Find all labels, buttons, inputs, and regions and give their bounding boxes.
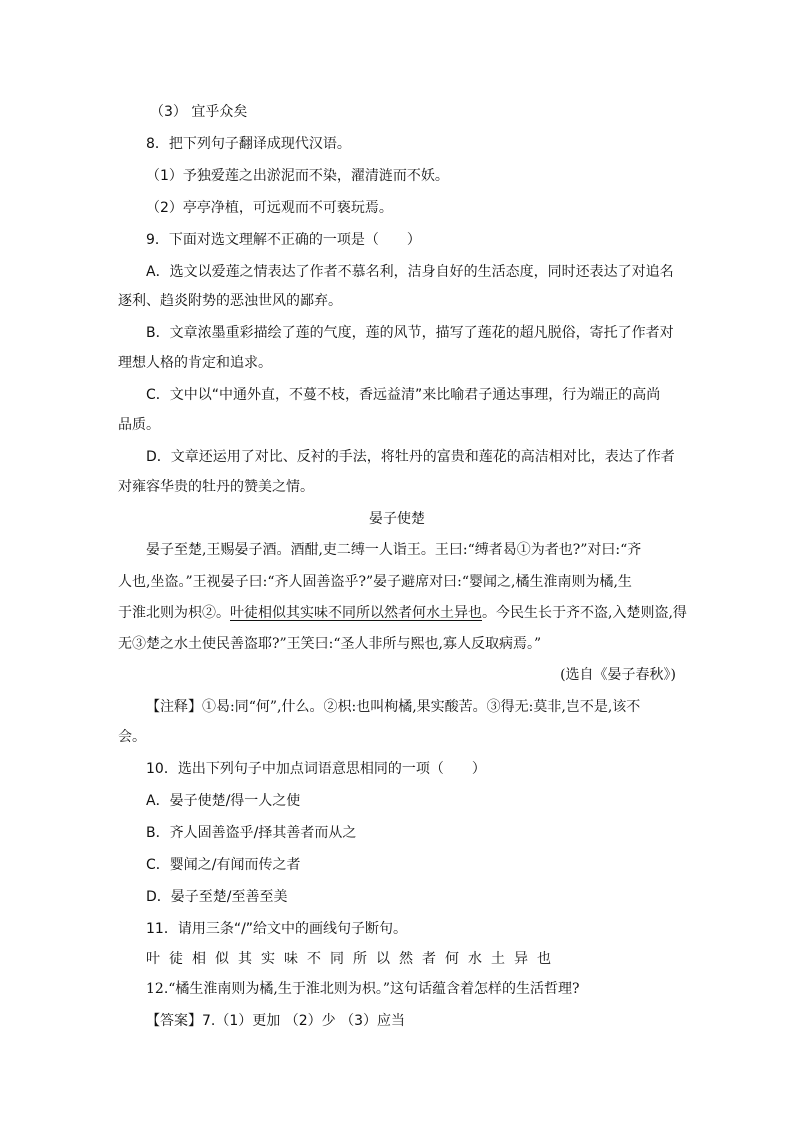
option-d-line-2: 对雍容华贵的牡丹的赞美之情。 — [118, 479, 314, 495]
passage-title: 晏子使楚 — [369, 511, 425, 527]
passage-text: 于淮北则为枳②。 — [118, 605, 230, 621]
question-11: 11．请用三条“/”给文中的画线句子断句。 — [146, 921, 408, 937]
option-a-line-2: 逐利、趋炎附势的恶浊世风的鄙弃。 — [118, 293, 342, 309]
option-b-line-1: B．文章浓墨重彩描绘了莲的气度，莲的风节，描写了莲花的超凡脱俗，寄托了作者对 — [146, 325, 674, 341]
option-c-line-1: C．文中以“中通外直，不蔓不枝，香远益清”来比喻君子通达事理，行为端正的高尚 — [146, 387, 661, 403]
passage-line-2: 人也,坐盗。”王视晏子曰:“齐人固善盗乎?”晏子避席对曰:“婴闻之,橘生淮南则为橘,生 — [118, 574, 632, 590]
underlined-sentence: 叶徒相似其实味不同所以然者何水土异也 — [230, 605, 482, 621]
question-10-option-c: C．婴闻之/有闻而传之者 — [146, 857, 301, 873]
question-8: 8．把下列句子翻译成现代汉语。 — [146, 136, 351, 152]
question-12: 12.“橘生淮南则为橘,生于淮北则为枳。”这句话蕴含着怎样的生活哲理? — [146, 981, 580, 997]
option-d-line-1: D．文章还运用了对比、反衬的手法，将牡丹的富贵和莲花的高洁相对比，表达了作者 — [146, 449, 675, 465]
option-c-line-2: 品质。 — [118, 417, 160, 433]
option-a-line-1: A．选文以爱莲之情表达了作者不慕名利，洁身自好的生活态度，同时还表达了对追名 — [146, 264, 674, 280]
passage-source: (选自《晏子春秋》) — [560, 667, 676, 683]
question-8-item-1: （1）予独爱莲之出淤泥而不染，濯清涟而不妖。 — [146, 168, 449, 184]
question-10: 10．选出下列句子中加点词语意思相同的一项（ ） — [146, 761, 486, 777]
question-10-option-b: B．齐人固善盗乎/择其善者而从之 — [146, 825, 357, 841]
question-7-item-3: （3） 宜乎众矣 — [150, 104, 248, 120]
question-10-option-a: A．晏子使楚/得一人之使 — [146, 793, 301, 809]
question-11-sentence: 叶徒相似其实味不同所以然者何水土异也 — [146, 951, 560, 967]
passage-line-4: 无③楚之水土使民善盗耶?”王笑曰:“圣人非所与熙也,寡人反取病焉。” — [118, 636, 542, 652]
option-b-line-2: 理想人格的肯定和追求。 — [118, 355, 272, 371]
passage-text: 。今民生长于齐不盗,入楚则盗,得 — [482, 605, 687, 621]
question-10-option-d: D．晏子至楚/至善至美 — [146, 889, 288, 905]
passage-line-1: 晏子至楚,王赐晏子酒。酒酣,吏二缚一人诣王。王曰:“缚者曷①为者也?”对曰:“齐 — [146, 542, 642, 558]
answer-line: 【答案】7.（1）更加 （2）少 （3）应当 — [146, 1013, 405, 1029]
annotation-line-2: 会。 — [118, 729, 146, 745]
question-9: 9．下面对选文理解不正确的一项是（ ） — [146, 232, 421, 248]
annotation-line-1: 【注释】①曷:同“何”,什么。②枳:也叫枸橘,果实酸苦。③得无:莫非,岂不是,该不 — [146, 699, 641, 715]
question-8-item-2: （2）亭亭净植，可远观而不可亵玩焉。 — [146, 200, 393, 216]
passage-line-3 — [118, 603, 687, 623]
